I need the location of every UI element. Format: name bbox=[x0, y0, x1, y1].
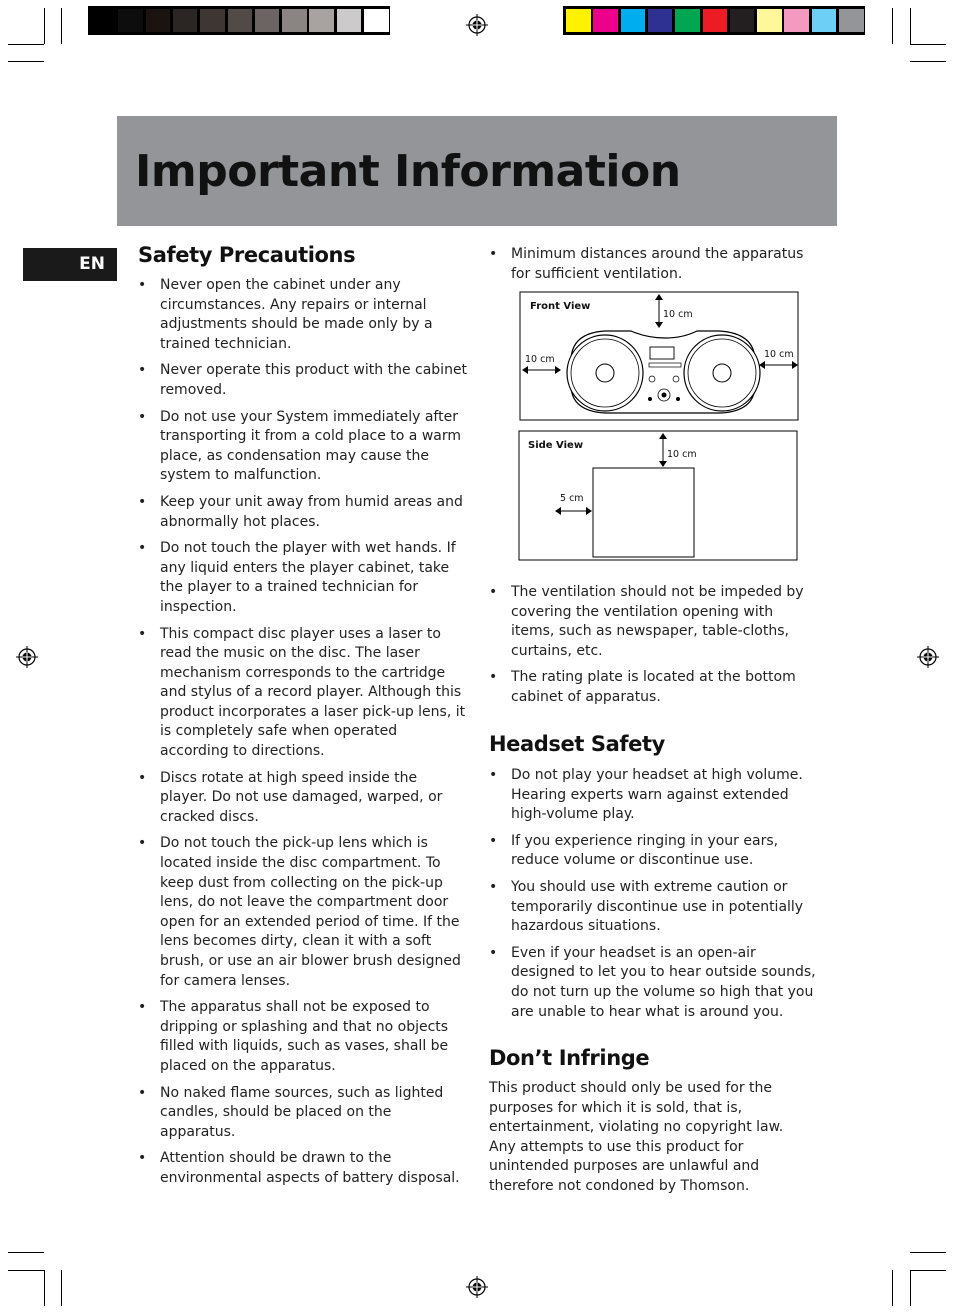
front-top-distance: 10 cm bbox=[663, 309, 693, 320]
color-swatch bbox=[281, 8, 308, 33]
title-band bbox=[117, 116, 837, 226]
color-swatch bbox=[254, 8, 281, 33]
side-view-diagram bbox=[518, 430, 800, 564]
color-swatch bbox=[620, 8, 647, 33]
list-item: • If you experience ringing in your ears, reduce volume or discontinue use. bbox=[489, 832, 819, 871]
list-item: • Never open the cabinet under any circumstances. Any repairs or internal adjustments should be made only by a trained technician. bbox=[138, 276, 468, 354]
color-swatch bbox=[363, 8, 390, 33]
color-swatch bbox=[90, 8, 117, 33]
registration-mark-icon bbox=[917, 646, 939, 668]
color-swatch bbox=[592, 8, 619, 33]
list-item: • The ventilation should not be impeded by covering the ventilation opening with items, such as newspaper, table-cloths, curtains, etc. bbox=[489, 583, 819, 661]
list-item: • You should use with extreme caution or temporarily discontinue use in potentially hazardous situations. bbox=[489, 878, 819, 937]
color-swatch bbox=[145, 8, 172, 33]
color-swatch bbox=[729, 8, 756, 33]
side-left-distance: 5 cm bbox=[560, 493, 584, 504]
list-item: • The rating plate is located at the bottom cabinet of apparatus. bbox=[489, 668, 819, 707]
side-top-distance: 10 cm bbox=[667, 449, 697, 460]
color-swatch bbox=[117, 8, 144, 33]
registration-mark-icon bbox=[16, 646, 38, 668]
color-swatch bbox=[674, 8, 701, 33]
color-swatch bbox=[756, 8, 783, 33]
color-swatch bbox=[783, 8, 810, 33]
ventilation-list bbox=[489, 583, 819, 715]
list-item: • Do not touch the player with wet hands. If any liquid enters the player cabinet, take the player to a trained technician for inspection. bbox=[138, 539, 468, 617]
registration-mark-icon bbox=[466, 1276, 488, 1298]
safety-list bbox=[138, 276, 468, 1196]
color-swatch bbox=[647, 8, 674, 33]
color-swatch bbox=[702, 8, 729, 33]
color-swatch bbox=[308, 8, 335, 33]
ventilation-intro-list bbox=[489, 245, 819, 291]
list-item: • Even if your headset is an open-air designed to let you to hear outside sounds, do not turn up the volume so high that you are unable to hear what is around you. bbox=[489, 944, 819, 1022]
headset-heading: Headset Safety bbox=[489, 732, 665, 756]
list-item: • Attention should be drawn to the environmental aspects of battery disposal. bbox=[138, 1149, 468, 1188]
front-left-distance: 10 cm bbox=[525, 354, 555, 365]
side-view-label: Side View bbox=[528, 440, 584, 451]
list-item: • This compact disc player uses a laser to read the music on the disc. The laser mechanism corresponds to the cartridge and stylus of a record player. Although this product incorporates a laser pick-up lens, it is completely safe when operated according to directions. bbox=[138, 625, 468, 762]
front-view-label: Front View bbox=[530, 301, 591, 312]
color-swatch bbox=[172, 8, 199, 33]
color-swatch bbox=[838, 8, 865, 33]
front-right-distance: 10 cm bbox=[764, 349, 794, 360]
safety-heading: Safety Precautions bbox=[138, 243, 356, 267]
color-swatch bbox=[811, 8, 838, 33]
list-item: • Do not use your System immediately after transporting it from a cold place to a warm place, as condensation may cause the system to malfunction. bbox=[138, 408, 468, 486]
list-item: • Minimum distances around the apparatus for sufficient ventilation. bbox=[489, 245, 819, 284]
boombox-icon bbox=[567, 331, 760, 413]
registration-mark-icon bbox=[466, 14, 488, 36]
front-view-diagram bbox=[519, 291, 801, 423]
color-swatch bbox=[199, 8, 226, 33]
list-item: • Keep your unit away from humid areas and abnormally hot places. bbox=[138, 493, 468, 532]
color-swatch bbox=[565, 8, 592, 33]
page-title: Important Information bbox=[135, 146, 681, 197]
list-item: • Do not touch the pick-up lens which is located inside the disc compartment. To keep dust from collecting on the pick-up lens, do not leave the compartment door open for an extended period of time. If the lens becomes dirty, clean it with a soft brush, or use an air blower brush designed for camera lenses. bbox=[138, 834, 468, 991]
language-label: EN bbox=[79, 254, 105, 274]
color-swatch bbox=[227, 8, 254, 33]
infringe-body: This product should only be used for the purposes for which it is sold, that is, entertainment, violating no copyright law. Any attempts to use this product for unintended purposes are unlawful and therefore not condoned by Thomson. bbox=[489, 1080, 784, 1194]
list-item: • Do not play your headset at high volume. Hearing experts warn against extended high-volume play. bbox=[489, 766, 819, 825]
headset-list bbox=[489, 766, 819, 1029]
list-item: • The apparatus shall not be exposed to dripping or splashing and that no objects filled with liquids, such as vases, shall be placed on the apparatus. bbox=[138, 998, 468, 1076]
list-item: • Discs rotate at high speed inside the player. Do not use damaged, warped, or cracked discs. bbox=[138, 769, 468, 828]
language-tab bbox=[23, 248, 117, 281]
list-item: • No naked flame sources, such as lighted candles, should be placed on the apparatus. bbox=[138, 1084, 468, 1143]
infringe-heading: Don’t Infringe bbox=[489, 1046, 650, 1070]
list-item: • Never operate this product with the cabinet removed. bbox=[138, 361, 468, 400]
color-swatch bbox=[336, 8, 363, 33]
